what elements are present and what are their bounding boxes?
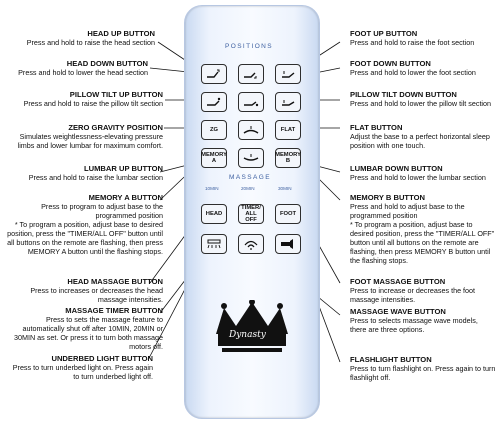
annotation-head-up bbox=[5, 29, 155, 47]
annotation-note: * To program a position, adjust base to desired position, press the "TIMER/ALL OFF" button until all buttons on the remote are flashing, then press MEMORY B button until the flashing stops. bbox=[350, 220, 495, 265]
annotation-flashlight bbox=[350, 355, 496, 382]
annotation-title: PILLOW TILT DOWN BUTTON bbox=[350, 90, 457, 99]
annotation-title: MEMORY A BUTTON bbox=[88, 193, 163, 202]
annotation-foot-down bbox=[350, 59, 496, 77]
annotation-title: FOOT DOWN BUTTON bbox=[350, 59, 431, 68]
annotation-pillow-tilt-up bbox=[5, 90, 163, 108]
annotation-desc: Press to program to adjust base to the programmed position bbox=[41, 202, 163, 220]
annotation-title: PILLOW TILT UP BUTTON bbox=[69, 90, 163, 99]
timer-mark-30: 30MIN bbox=[278, 186, 292, 191]
flat-button[interactable]: FLAT bbox=[275, 120, 301, 140]
annotation-desc: Simulates weightlessness-elevating pressure limbs and lower lumbar for maximum comfort. bbox=[17, 132, 163, 150]
head-down-icon bbox=[242, 68, 260, 80]
annotation-underbed-light bbox=[5, 354, 153, 381]
foot-massage-button[interactable]: FOOT bbox=[275, 204, 301, 224]
underbed-light-button[interactable] bbox=[201, 234, 227, 254]
annotation-massage-wave bbox=[350, 307, 496, 334]
annotation-title: MASSAGE WAVE BUTTON bbox=[350, 307, 446, 316]
annotation-desc: Press and hold to lower the pillow tilt section bbox=[350, 99, 492, 108]
annotation-massage-timer bbox=[5, 306, 163, 351]
annotation-desc: Press and hold to lower the head section bbox=[18, 68, 148, 77]
annotation-desc: Press and hold to lower the lumbar section bbox=[350, 173, 486, 182]
annotation-title: UNDERBED LIGHT BUTTON bbox=[51, 354, 153, 363]
annotation-flat bbox=[350, 123, 496, 150]
annotation-pillow-tilt-down bbox=[350, 90, 496, 108]
foot-down-icon bbox=[279, 96, 297, 108]
annotation-desc: Press to turn underbed light on. Press again to turn underbed light off. bbox=[12, 363, 153, 381]
annotation-desc: Press and hold to raise the pillow tilt section bbox=[23, 99, 163, 108]
lumbar-up-icon bbox=[242, 124, 260, 136]
massage-label: MASSAGE bbox=[229, 174, 271, 181]
annotation-title: MEMORY B BUTTON bbox=[350, 193, 425, 202]
massage-wave-button[interactable] bbox=[238, 234, 264, 254]
annotation-title: FOOT MASSAGE BUTTON bbox=[350, 277, 446, 286]
foot-down-button[interactable] bbox=[275, 92, 301, 112]
annotation-desc: Press and hold to raise the head section bbox=[26, 38, 155, 47]
annotation-desc: Press and hold to raise the lumbar section bbox=[28, 173, 163, 182]
annotation-title: FLAT BUTTON bbox=[350, 123, 403, 132]
annotation-head-massage bbox=[5, 277, 163, 304]
annotation-title: HEAD MASSAGE BUTTON bbox=[67, 277, 163, 286]
annotation-title: MASSAGE TIMER BUTTON bbox=[65, 306, 163, 315]
head-up-icon bbox=[205, 68, 223, 80]
flashlight-button[interactable] bbox=[275, 234, 301, 254]
annotation-desc: Adjust the base to a perfect horizontal sleep position with one touch. bbox=[350, 132, 490, 150]
annotation-memory-a bbox=[5, 193, 163, 256]
logo-text: Dynasty bbox=[229, 330, 266, 340]
annotation-memory-b bbox=[350, 193, 496, 265]
annotation-title: HEAD DOWN BUTTON bbox=[66, 59, 148, 68]
timer-mark-20: 20MIN bbox=[241, 186, 255, 191]
foot-up-button[interactable] bbox=[275, 64, 301, 84]
underbed-light-icon bbox=[205, 238, 223, 250]
wave-icon bbox=[242, 238, 260, 250]
annotation-lumbar-down bbox=[350, 164, 496, 182]
zero-gravity-button[interactable]: ZG bbox=[201, 120, 227, 140]
annotation-lumbar-up bbox=[5, 164, 163, 182]
annotation-zero-gravity bbox=[5, 123, 163, 150]
annotation-desc: Press and hold to lower the foot section bbox=[350, 68, 476, 77]
annotation-title: ZERO GRAVITY POSITION bbox=[68, 123, 163, 132]
head-massage-button[interactable]: HEAD bbox=[201, 204, 227, 224]
massage-timer-button[interactable]: TIMER/ ALL OFF bbox=[238, 204, 264, 224]
timer-mark-10: 10MIN bbox=[205, 186, 219, 191]
annotation-desc: Press and hold to adjust base to the programmed position bbox=[350, 202, 465, 220]
annotation-desc: Press to sets the massage feature to automatically shut off after 10MIN, 20MIN or 30MIN as set. Or press it to turn both massage motors off. bbox=[13, 315, 163, 351]
annotation-head-down bbox=[5, 59, 148, 77]
annotation-title: LUMBAR DOWN BUTTON bbox=[350, 164, 443, 173]
lumbar-down-button[interactable] bbox=[238, 148, 264, 168]
annotation-desc: Press to increases or decreases the head massage intensities. bbox=[30, 286, 163, 304]
flashlight-icon bbox=[279, 238, 297, 250]
foot-up-icon bbox=[279, 68, 297, 80]
pillow-tilt-down-button[interactable] bbox=[238, 92, 264, 112]
pillow-tilt-down-icon bbox=[242, 96, 260, 108]
remote-control bbox=[184, 5, 320, 419]
annotation-title: FLASHLIGHT BUTTON bbox=[350, 355, 432, 364]
annotation-note: * To program a position, adjust base to desired position, press the "TIMER/ALL OFF" button until all buttons on the remote are flashing, then press MEMORY A button until the flashing stops. bbox=[7, 220, 163, 256]
pillow-tilt-up-button[interactable] bbox=[201, 92, 227, 112]
head-up-button[interactable] bbox=[201, 64, 227, 84]
annotation-desc: Press and hold to raise the foot section bbox=[350, 38, 475, 47]
memory-a-button[interactable]: MEMORY A bbox=[201, 148, 227, 168]
memory-b-button[interactable]: MEMORY B bbox=[275, 148, 301, 168]
head-down-button[interactable] bbox=[238, 64, 264, 84]
annotation-desc: Press to turn flashlight on. Press again to turn flashlight off. bbox=[350, 364, 496, 382]
lumbar-down-icon bbox=[242, 152, 260, 164]
annotation-title: FOOT UP BUTTON bbox=[350, 29, 418, 38]
annotation-title: LUMBAR UP BUTTON bbox=[83, 164, 163, 173]
annotation-title: HEAD UP BUTTON bbox=[87, 29, 155, 38]
lumbar-up-button[interactable] bbox=[238, 120, 264, 140]
annotation-desc: Press to increase or decreases the foot massage intensities. bbox=[350, 286, 476, 304]
annotation-foot-massage bbox=[350, 277, 496, 304]
positions-label: POSITIONS bbox=[225, 43, 273, 50]
annotation-foot-up bbox=[350, 29, 496, 47]
annotation-desc: Press to selects massage wave models, there are three options. bbox=[350, 316, 478, 334]
pillow-tilt-up-icon bbox=[205, 96, 223, 108]
